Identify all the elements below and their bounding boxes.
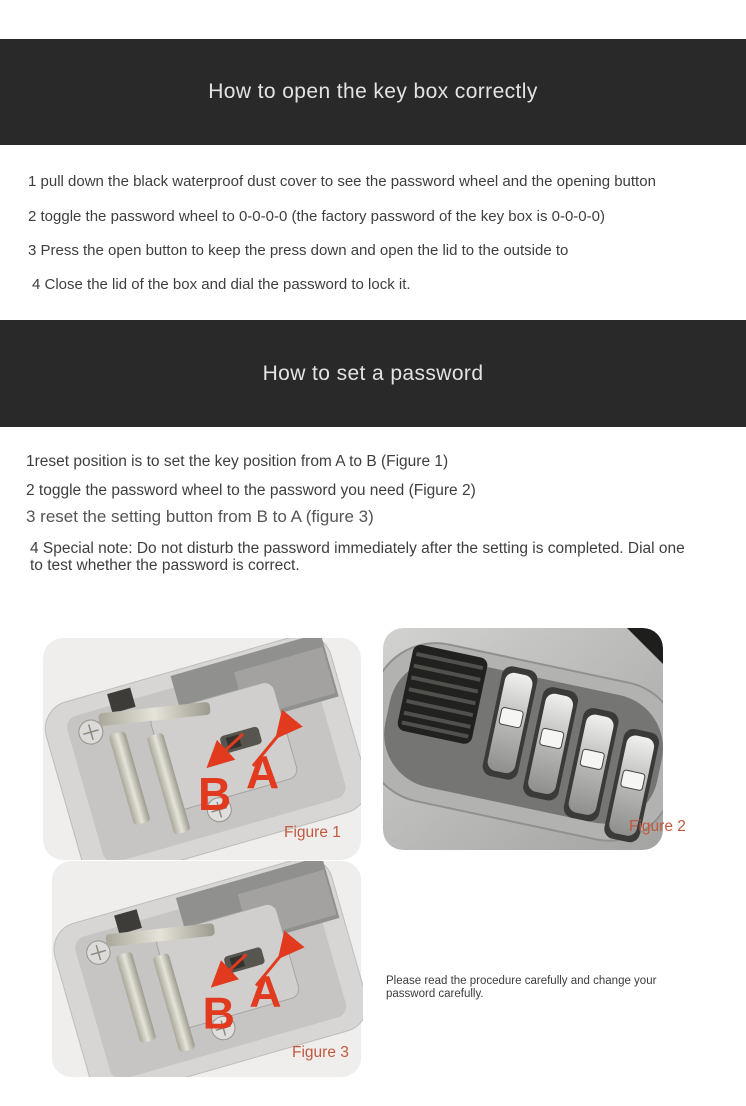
figure3-annotation-a: A [249,966,282,1017]
open-step-2: 2 toggle the password wheel to 0-0-0-0 (the factory password of the key box is 0-0-0-0) [28,208,605,225]
figure1-annotation-a: A [246,746,280,798]
figure3-annotation-b: B [202,988,235,1039]
figure2-photo-password-wheels [383,628,663,850]
set-step-4: 4 Special note: Do not disturb the password immediately after the setting is completed. Dial one to test whether the password is correct. [30,540,685,574]
figure1-annotation-b: B [198,768,232,820]
section-title-set-password: How to set a password [262,361,484,385]
figure2-label: Figure 2 [629,818,686,835]
section-header-open-box [0,39,746,145]
open-step-3: 3 Press the open button to keep the press down and open the lid to the outside to [28,242,569,259]
figure3-label: Figure 3 [292,1044,349,1061]
caution-note: Please read the procedure carefully and change your password carefully. [386,975,657,1000]
set-step-1: 1reset position is to set the key position from A to B (Figure 1) [26,453,449,470]
section-title-open-box: How to open the key box correctly [208,80,538,103]
figure1-label: Figure 1 [284,824,341,841]
set-step-3: 3 reset the setting button from B to A (figure 3) [26,507,374,526]
section-header-set-password [0,320,746,427]
password-wheels-illustration [383,628,663,850]
open-step-1: 1 pull down the black waterproof dust cover to see the password wheel and the opening button [28,173,656,190]
set-step-2: 2 toggle the password wheel to the password you need (Figure 2) [26,482,476,499]
open-step-4: 4 Close the lid of the box and dial the password to lock it. [32,276,411,293]
